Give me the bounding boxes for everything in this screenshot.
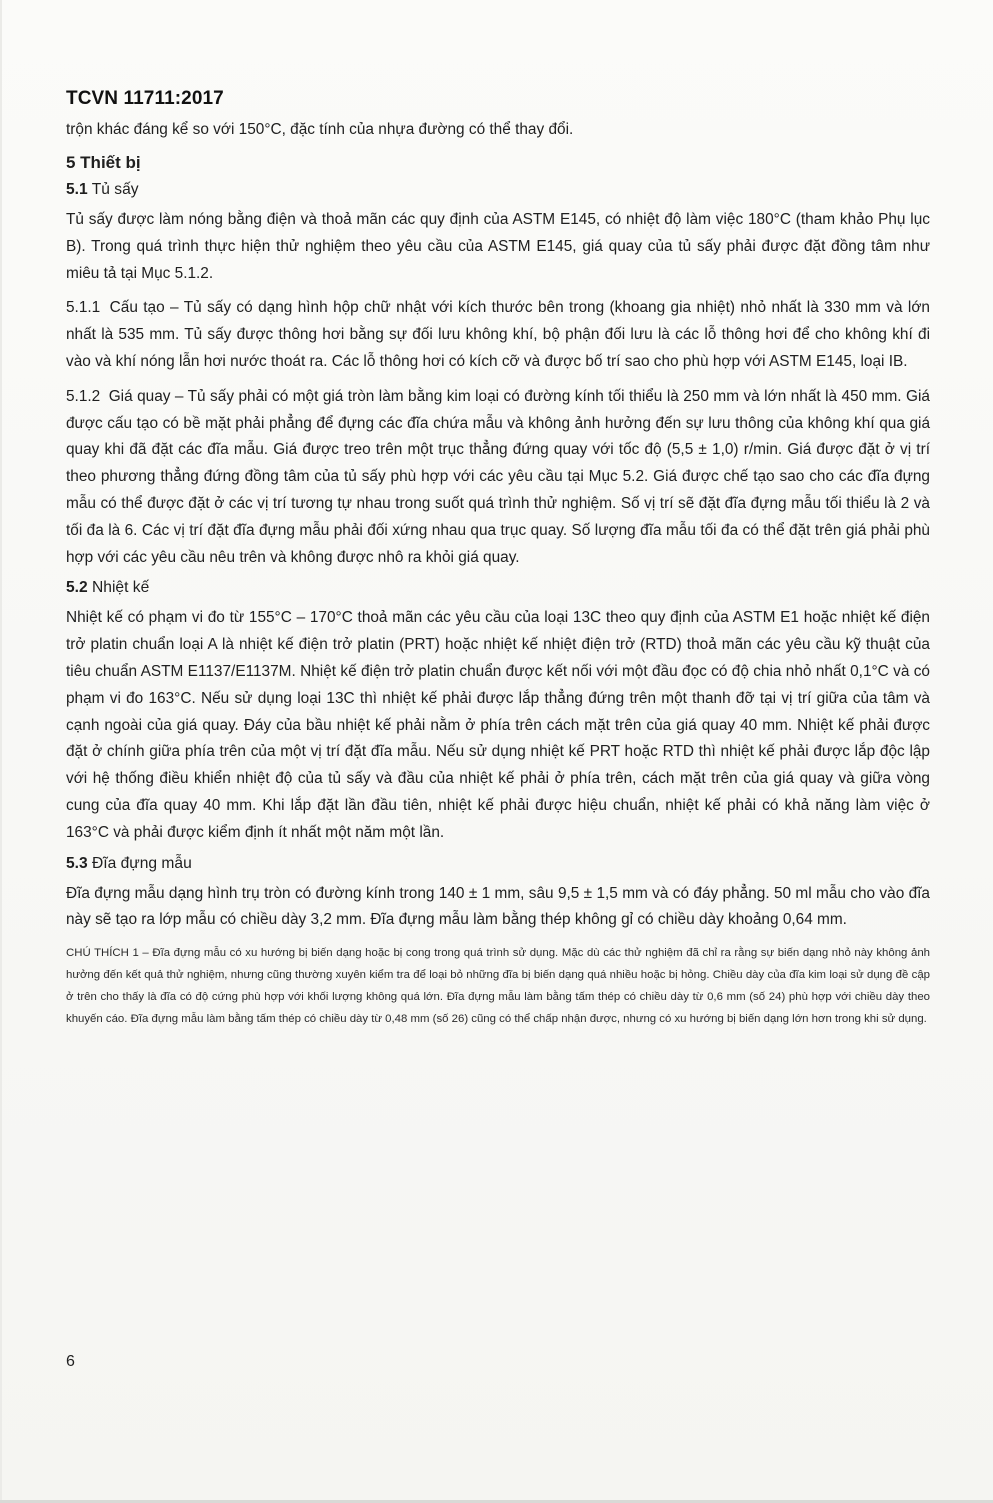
paragraph-5-1-2	[66, 384, 930, 572]
document-code: TCVN 11711:2017	[66, 88, 224, 109]
subsection-5-3-number: 5.3	[66, 854, 88, 872]
subsection-5-3-label: Đĩa đựng mẫu	[92, 854, 192, 872]
page-edge	[0, 0, 2, 1503]
paragraph-5-1-2-text: Giá quay – Tủ sấy phải có một giá tròn làm bằng kim loại có đường kính tối thiểu là 250 mm và lớn nhất là 450 mm. Giá được cấu tạo có bề mặt phải phẳng để đựng các đĩa chứa mẫu và không ảnh hưởng đến sự lưu thông của không khí qua giá quay khi đã đặt các đĩa mẫu. Giá được treo trên một trục thẳng đứng quay với tốc độ (5,5 ± 1,0) r/min. Giá được đặt ở vị trí theo phương thẳng đứng đồng tâm của tủ sấy phù hợp với các yêu cầu tại Mục 5.2. Giá được chế tạo sao cho các đĩa đựng mẫu có thể được đặt ở các vị trí tương tự nhau trong suốt quá trình thử nghiệm. Số vị trí sẽ đặt đĩa đựng mẫu tối thiểu là 2 và tối đa là 6. Các vị trí đặt đĩa đựng mẫu phải đối xứng nhau qua trục quay. Số lượng đĩa mẫu tối đa có thể đặt trên giá phải phù hợp với các yêu cầu nêu trên và không được nhô ra khỏi giá quay.	[66, 387, 930, 566]
subsection-5-1-label: Tủ sấy	[91, 181, 139, 198]
subsection-5-3-heading	[66, 855, 930, 873]
section-title-5: 5 Thiết bị	[66, 153, 141, 172]
document-content	[66, 88, 930, 1031]
note-1: CHÚ THÍCH 1 – Đĩa đựng mẫu có xu hướng bị biến dạng hoặc bị cong trong quá trình sử dụng. Mặc dù các thử nghiệm đã chỉ ra rằng sự biến dạng nhỏ này không ảnh hưởng đến kết quả thử nghiệm, nhưng cũng thường xuyên kiểm tra để loại bỏ những đĩa bị biến dạng quá nhiều hoặc bị hỏng. Chiều dày của đĩa kim loại sử dụng đề cập ở trên cho thấy là đĩa có độ cứng phù hợp với khối lượng không quá lớn. Đĩa đựng mẫu làm bằng tấm thép có chiều dày từ 0,6 mm (số 24) phù hợp với chiều dày theo khuyến cáo. Đĩa đựng mẫu làm bằng tấm thép có chiều dày từ 0,48 mm (số 26) cũng có thể chấp nhận được, nhưng có xu hướng bị biến dạng lớn hơn trong khi sử dụng.	[66, 947, 930, 1026]
page-number: 6	[66, 1353, 75, 1370]
subsection-5-1-number: 5.1	[66, 181, 88, 198]
subsection-5-2-number: 5.2	[66, 579, 88, 597]
paragraph-5-1-1-number: 5.1.1	[66, 299, 101, 317]
continuation-text: trộn khác đáng kể so với 150°C, đặc tính của nhựa đường có thể thay đổi.	[66, 121, 574, 138]
subsection-5-2-heading	[66, 579, 930, 597]
paragraph-5-1-1	[66, 295, 930, 375]
paragraph-5-2: Nhiệt kế có phạm vi đo từ 155°C – 170°C thoả mãn các yêu cầu của loại 13C theo quy định của ASTM E1 hoặc nhiệt kế điện trở platin chuẩn loại A là nhiệt kế điện trở platin (PRT) hoặc nhiệt kế nhiệt điện trở (RTD) thoả mãn các yêu cầu kỹ thuật của tiêu chuẩn ASTM E1137/E1137M. Nhiệt kế điện trở platin chuẩn được kết nối với một đầu đọc có độ chia nhỏ nhất 0,1°C và có phạm vi đo 163°C. Nếu sử dụng loại 13C thì nhiệt kế phải được lắp thẳng đứng trên một thanh đỡ tại vị trí giữa của tâm và cạnh ngoài của giá quay. Đáy của bầu nhiệt kế phải nằm ở phía trên cách mặt trên của giá quay 40 mm. Nhiệt kế phải được đặt ở chính giữa phía trên của một vị trí đặt đĩa mẫu. Nếu sử dụng nhiệt kế PRT hoặc RTD thì nhiệt kế phải được lắp độc lập với hệ thống điều khiển nhiệt độ của tủ sấy và đầu của nhiệt kế phải ở phía trên, cách mặt trên của giá quay và giữa vòng cung của đĩa quay 40 mm. Khi lắp đặt lần đầu tiên, nhiệt kế phải được hiệu chuẩn, nhiệt kế phải có khả năng làm việc ở 163°C và phải được kiểm định ít nhất một năm một lần.	[66, 609, 930, 841]
subsection-5-2-label: Nhiệt kế	[92, 579, 150, 597]
paragraph-5-3: Đĩa đựng mẫu dạng hình trụ tròn có đường kính trong 140 ± 1 mm, sâu 9,5 ± 1,5 mm và có đáy phẳng. 50 ml mẫu cho vào đĩa này sẽ tạo ra lớp mẫu có chiều dày 3,2 mm. Đĩa đựng mẫu làm bằng thép không gỉ có chiều dày khoảng 0,64 mm.	[66, 884, 930, 929]
subsection-5-1-heading	[66, 181, 930, 199]
paragraph-5-1-2-number: 5.1.2	[66, 387, 101, 405]
paragraph-5-1-1-text: Cấu tạo – Tủ sấy có dạng hình hộp chữ nhật với kích thước bên trong (khoang gia nhiệt) nhỏ nhất là 330 mm và lớn nhất là 535 mm. Tủ sấy được thông hơi bằng sự đối lưu không khí, bộ phận đối lưu là các lỗ thông hơi để cho không khí đi vào và khí nóng lẫn hơi nước thoát ra. Các lỗ thông hơi có kích cỡ và được bố trí sao cho phù hợp với ASTM E145, loại IB.	[66, 299, 930, 370]
paragraph-5-1: Tủ sấy được làm nóng bằng điện và thoả mãn các quy định của ASTM E145, có nhiệt độ làm việc 180°C (tham khảo Phụ lục B). Trong quá trình thực hiện thử nghiệm theo yêu cầu của ASTM E145, giá quay của tủ sấy phải được đặt đồng tâm như miêu tả tại Mục 5.1.2.	[66, 211, 930, 282]
